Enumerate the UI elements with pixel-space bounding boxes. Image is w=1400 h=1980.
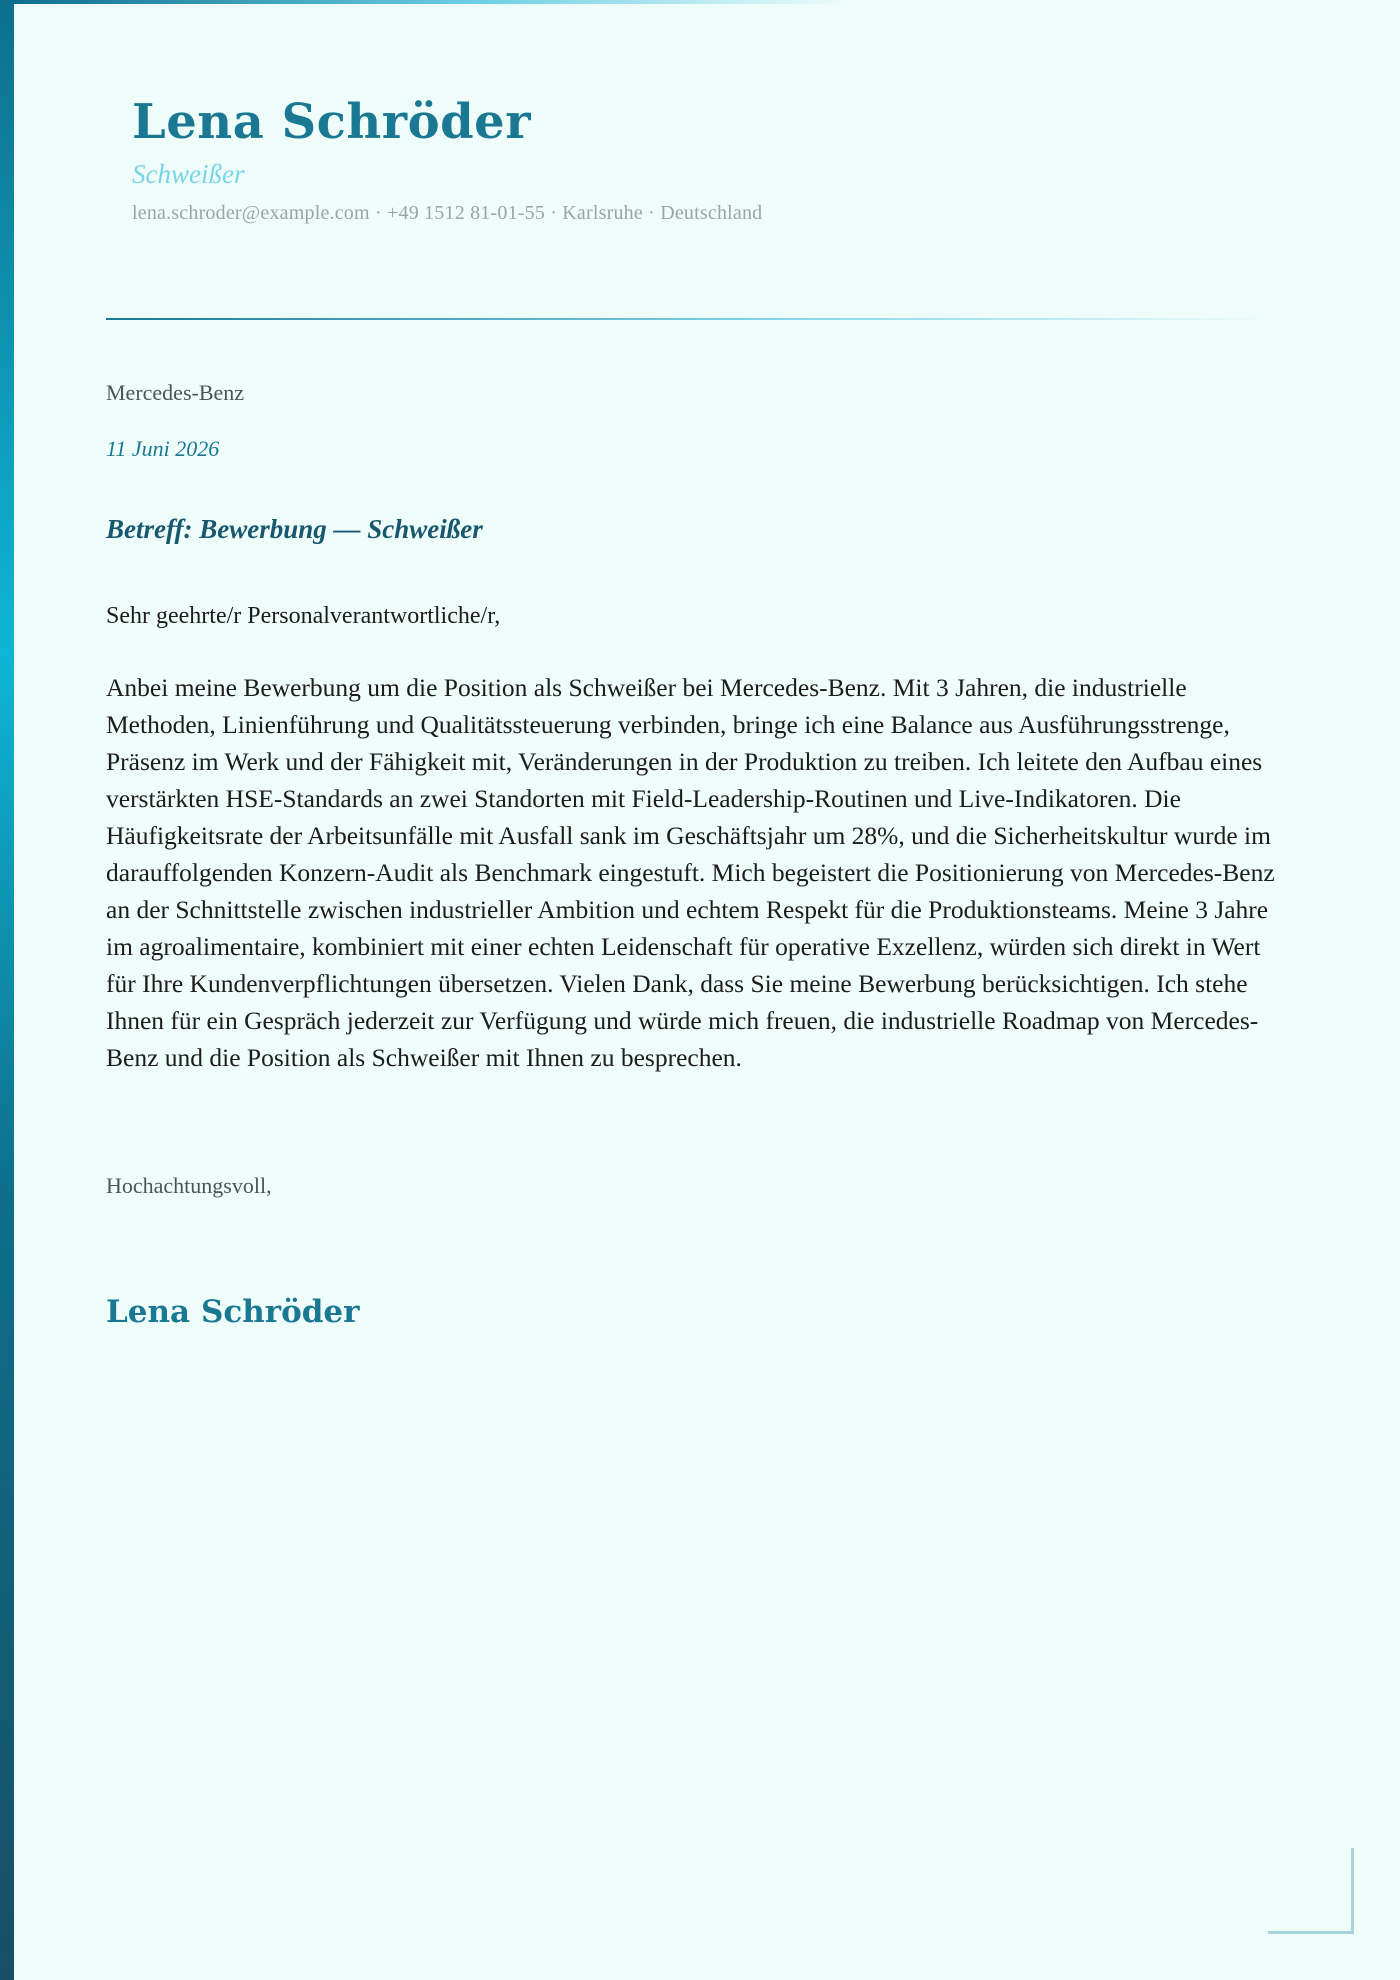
applicant-name: Lena Schröder (132, 94, 531, 150)
letter-body: Anbei meine Bewerbung um die Position als Schweißer bei Mercedes-Benz. Mit 3 Jahren, die industrielle Methoden, Linienführung und Qualitätssteuerung verbinden, bringe ich eine Balance aus Ausführungsstrenge, Präsenz im Werk und der Fähigkeit mit, Veränderungen in der Produktion zu treiben. Ich leitete den Aufbau eines verstärkten HSE-Standards an zwei Standorten mit Field-Leadership-Routinen und Live-Indikatoren. Die Häufigkeitsrate der Arbeitsunfälle mit Ausfall sank im Geschäftsjahr um 28%, und die Sicherheitskultur wurde im darauffolgenden Konzern-Audit als Benchmark eingestuft. Mich begeistert die Positionierung von Mercedes-Benz an der Schnittstelle zwischen industrieller Ambition und echtem Respekt für die Produktionsteams. Meine 3 Jahre im agroalimentaire, kombiniert mit einer echten Leidenschaft für operative Exzellenz, würden sich direkt in Wert für Ihre Kundenverpflichtungen übersetzen. Vielen Dank, dass Sie meine Bewerbung berücksichtigen. Ich stehe Ihnen für ein Gespräch jederzeit zur Verfügung und würde mich freuen, die industrielle Roadmap von Mercedes-Benz und die Position als Schweißer mit Ihnen zu besprechen. (106, 673, 1275, 1072)
contact-line: lena.schroder@example.com · +49 1512 81-01-55 · Karlsruhe · Deutschland (132, 201, 763, 224)
job-title: Schweißer (132, 158, 245, 189)
salutation: Sehr geehrte/r Personalverantwortliche/r, (106, 603, 501, 629)
left-accent-bar (0, 0, 14, 1980)
letter-subject: Betreff: Bewerbung — Schweißer (106, 514, 483, 544)
top-accent-line (14, 0, 854, 4)
recipient-company: Mercedes-Benz (106, 380, 245, 405)
header-divider (106, 318, 1280, 320)
letter-date: 11 Juni 2026 (106, 436, 220, 461)
closing: Hochachtungsvoll, (106, 1173, 272, 1198)
corner-decoration (1268, 1848, 1354, 1934)
signature-name: Lena Schröder (106, 1294, 360, 1330)
letter-header (132, 96, 1232, 225)
